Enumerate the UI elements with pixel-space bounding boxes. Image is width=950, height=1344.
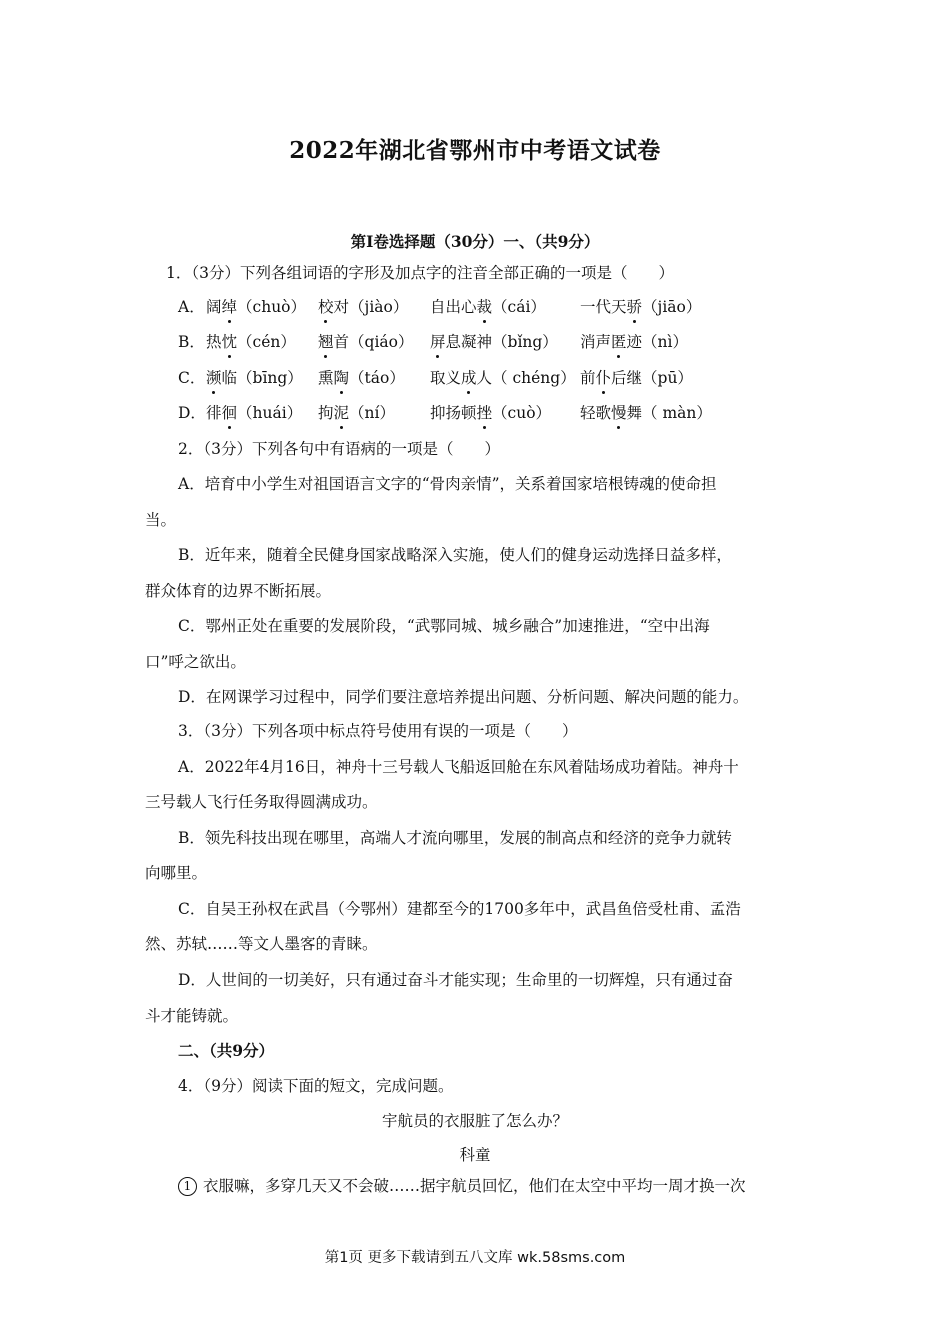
- option-word: [318, 402, 395, 424]
- question-3-option-c-cont: 然、苏轼……等文人墨客的青睐。: [145, 935, 378, 953]
- question-2-option-b: B．近年来，随着全民健身国家战略深入实施，使人们的健身运动选择日益多样，: [178, 546, 732, 564]
- word-text: 消声: [580, 333, 612, 351]
- pinyin-text: 后继（pū）: [611, 369, 693, 387]
- pinyin-text: （táo）: [349, 369, 405, 387]
- article-author: 科童: [459, 1146, 491, 1164]
- dotted-character: 徊: [221, 404, 238, 422]
- dotted-character: 濒: [206, 369, 222, 387]
- option-word: [580, 402, 712, 424]
- dotted-character: 慢: [611, 404, 627, 422]
- pinyin-text: 人（ chéng）: [476, 369, 576, 387]
- page-title: 2022年湖北省鄂州市中考语文试卷: [289, 137, 661, 164]
- question-3-option-a: A．2022年4月16日，神舟十三号载人飞船返回舱在东风着陆场成功着陆。神舟十: [178, 758, 739, 776]
- dotted-character: 挫: [476, 404, 493, 422]
- option-word: [206, 331, 296, 353]
- word-text: 熏: [318, 369, 334, 387]
- question-1-stem: 1．（3分）下列各组词语的字形及加点字的注音全部正确的一项是（ ）: [166, 264, 674, 282]
- question-3-option-b: B．领先科技出现在哪里，高端人才流向哪里，发展的制高点和经济的竞争力就转: [178, 829, 732, 847]
- pinyin-text: （jiāo）: [642, 298, 702, 316]
- word-text: 取义: [430, 369, 462, 387]
- option-word: [580, 367, 693, 389]
- question-3-option-a-cont: 三号载人飞行任务取得圆满成功。: [145, 793, 378, 811]
- dotted-character: 泥: [333, 404, 350, 422]
- question-2-option-d: D．在网课学习过程中，同学们要注意培养提出问题、分析问题、解决问题的能力。: [178, 688, 749, 706]
- article-title: 宇航员的衣服脏了怎么办？: [381, 1112, 568, 1130]
- option-word: [206, 402, 302, 424]
- question-2-option-c-cont: 口”呼之欲出。: [145, 653, 246, 671]
- word-text: 拘: [318, 404, 334, 422]
- pinyin-text: 息凝神（bǐng）: [445, 333, 558, 351]
- word-text: 阔: [206, 298, 222, 316]
- word-text: 自出心: [430, 298, 477, 316]
- pinyin-text: （cén）: [237, 333, 296, 351]
- question-3-option-b-cont: 向哪里。: [145, 864, 208, 882]
- dotted-character: 绰: [221, 298, 238, 316]
- option-word: [318, 296, 408, 318]
- option-word: [580, 331, 688, 353]
- pinyin-text: 首（qiáo）: [333, 333, 414, 351]
- question-3-option-d: D．人世间的一切美好，只有通过奋斗才能实现；生命里的一切辉煌，只有通过奋: [178, 971, 733, 989]
- pinyin-text: 迹（nì）: [626, 333, 688, 351]
- pinyin-text: （chuò）: [237, 298, 307, 316]
- dotted-character: 忱: [221, 333, 238, 351]
- section-heading-2: 二、（共9分）: [178, 1041, 275, 1060]
- word-text: 热: [206, 333, 222, 351]
- dotted-character: 翘: [318, 333, 334, 351]
- dotted-character: 骄: [626, 298, 643, 316]
- pinyin-text: 对（jiào）: [333, 298, 409, 316]
- option-label: C．: [178, 369, 206, 387]
- dotted-character: 成: [461, 369, 477, 387]
- paragraph-number: 1: [178, 1177, 197, 1196]
- dotted-character: 仆: [595, 369, 612, 387]
- option-word: [580, 296, 701, 318]
- option-word: [206, 296, 306, 318]
- question-4-stem: 4．（9分）阅读下面的短文，完成问题。: [178, 1077, 454, 1095]
- pinyin-text: （cái）: [492, 298, 546, 316]
- page-footer: 第1页 更多下载请到五八文库 wk.58sms.com: [324, 1250, 626, 1266]
- dotted-character: 校: [318, 298, 334, 316]
- question-3-option-c: C．自吴王孙权在武昌（今鄂州）建都至今的1700多年中，武昌鱼倍受杜甫、孟浩: [178, 900, 741, 918]
- question-3-stem: 3．（3分）下列各项中标点符号使用有误的一项是（ ）: [178, 722, 578, 740]
- word-text: 一代天: [580, 298, 627, 316]
- option-word: [430, 402, 551, 424]
- option-word: [430, 296, 546, 318]
- question-2-option-a: A．培育中小学生对祖国语言文字的“骨肉亲情”，关系着国家培根铸魂的使命担: [178, 475, 717, 493]
- option-word: [318, 331, 413, 353]
- word-text: 轻歌: [580, 404, 612, 422]
- dotted-character: 裁: [476, 298, 493, 316]
- word-text: 抑扬顿: [430, 404, 477, 422]
- dotted-character: 匿: [611, 333, 627, 351]
- option-word: [430, 367, 576, 389]
- question-2-option-b-cont: 群众体育的边界不断拓展。: [145, 582, 332, 600]
- pinyin-text: （huái）: [237, 404, 303, 422]
- dotted-character: 屏: [430, 333, 446, 351]
- question-2-option-c: C．鄂州正处在重要的发展阶段，“武鄂同城、城乡融合”加速推进，“空中出海: [178, 617, 710, 635]
- option-word: [206, 367, 303, 389]
- option-label: D．: [178, 404, 206, 422]
- question-2-stem: 2．（3分）下列各句中有语病的一项是（ ）: [178, 440, 500, 458]
- option-label: A．: [178, 298, 205, 316]
- question-2-option-a-cont: 当。: [145, 511, 177, 529]
- paragraph-text: 衣服嘛，多穿几天又不会破……据宇航员回忆，他们在太空中平均一周才换一次: [203, 1177, 746, 1195]
- pinyin-text: 临（bīng）: [221, 369, 303, 387]
- word-text: 徘: [206, 404, 222, 422]
- section-heading-1: 第Ⅰ卷选择题（30分）一、（共9分）: [350, 232, 600, 251]
- pinyin-text: 舞（ màn）: [626, 404, 712, 422]
- article-paragraph-1: [178, 1175, 746, 1197]
- option-label: B．: [178, 333, 205, 351]
- pinyin-text: （cuò）: [492, 404, 552, 422]
- word-text: 前: [580, 369, 596, 387]
- option-word: [430, 331, 558, 353]
- option-word: [318, 367, 405, 389]
- pinyin-text: （ní）: [349, 404, 395, 422]
- dotted-character: 陶: [333, 369, 350, 387]
- question-3-option-d-cont: 斗才能铸就。: [145, 1007, 239, 1025]
